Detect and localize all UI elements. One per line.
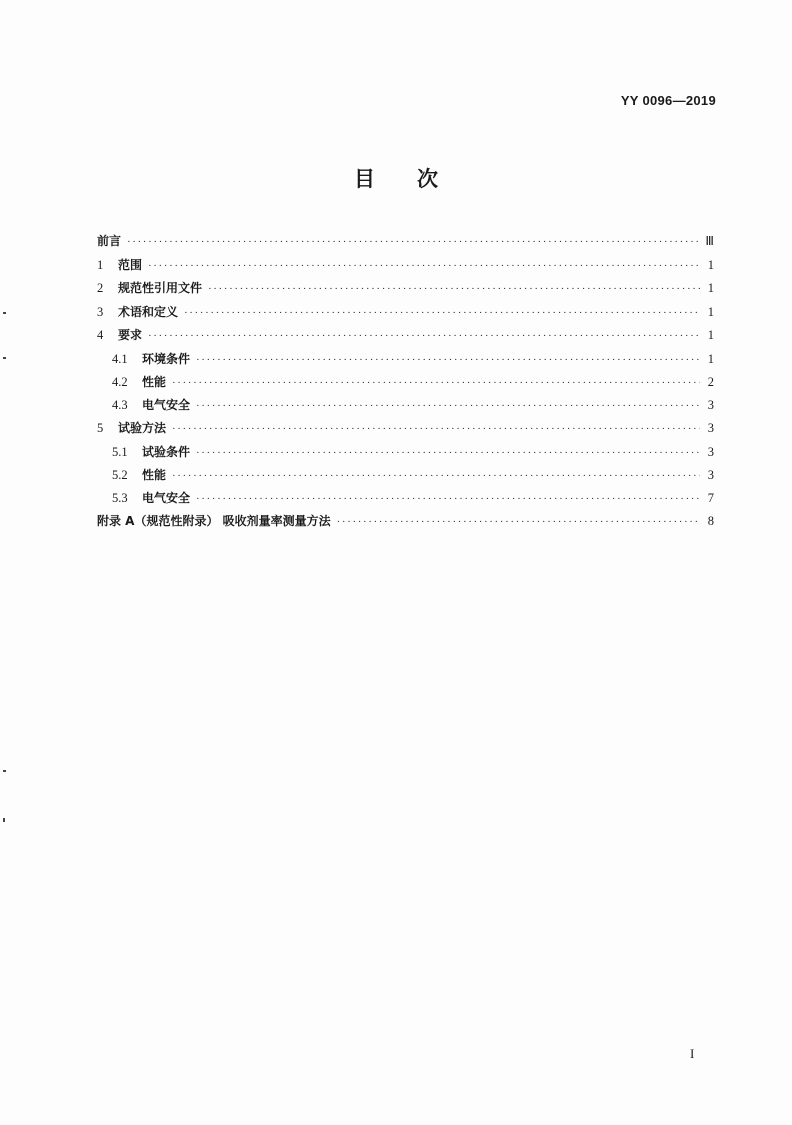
toc-entry-number: 5.2 <box>112 467 128 482</box>
table-of-contents <box>97 230 714 533</box>
toc-entry-page: 1 <box>707 281 714 296</box>
toc-entry-performance[interactable] <box>97 371 714 394</box>
dot-leader <box>148 255 700 279</box>
toc-entry-page: 8 <box>707 513 714 528</box>
document-code: YY 0096—2019 <box>620 93 716 108</box>
dot-leader <box>196 488 700 511</box>
toc-title-char-2: 次 <box>417 167 438 191</box>
dot-leader <box>196 349 700 372</box>
toc-entry-label: 电气安全 <box>142 397 191 412</box>
scan-mark <box>3 312 6 314</box>
toc-entry-number: 4.2 <box>112 374 128 389</box>
toc-entry-page: 3 <box>707 420 714 435</box>
toc-entry-page: 1 <box>707 351 714 366</box>
toc-entry-label: 试验条件 <box>142 444 191 459</box>
toc-entry-label: 附录 A（规范性附录） 吸收剂量率测量方法 <box>97 513 331 528</box>
toc-entry-label: 电气安全 <box>142 490 191 505</box>
toc-entry-test-performance[interactable] <box>97 464 714 487</box>
toc-entry-terms-definitions[interactable] <box>97 301 714 325</box>
toc-entry-page: 3 <box>707 397 714 412</box>
toc-entry-label: 规范性引用文件 <box>118 281 203 296</box>
toc-entry-test-conditions[interactable] <box>97 441 714 464</box>
scan-mark <box>3 818 5 822</box>
toc-entry-label: 前言 <box>97 234 122 248</box>
dot-leader <box>127 231 700 255</box>
toc-entry-label: 环境条件 <box>142 351 191 366</box>
toc-entry-electrical-safety[interactable] <box>97 394 714 417</box>
toc-entry-label: 术语和定义 <box>118 304 179 319</box>
toc-entry-page: 3 <box>707 467 714 482</box>
toc-entry-number: 3 <box>97 304 104 319</box>
toc-entry-number: 5 <box>97 420 104 435</box>
toc-entry-number: 5.3 <box>112 490 128 505</box>
toc-entry-test-methods[interactable] <box>97 417 714 441</box>
dot-leader <box>196 442 700 465</box>
toc-entry-annex-a[interactable] <box>97 510 714 534</box>
dot-leader <box>172 465 700 488</box>
toc-entry-page: 1 <box>707 257 714 272</box>
toc-entry-number: 4.1 <box>112 351 128 366</box>
dot-leader <box>148 325 700 349</box>
toc-entry-environment[interactable] <box>97 348 714 371</box>
toc-entry-requirements[interactable] <box>97 324 714 348</box>
page-number: I <box>690 1046 695 1061</box>
dot-leader <box>184 302 700 326</box>
toc-entry-number: 1 <box>97 257 104 272</box>
dot-leader <box>172 418 700 442</box>
toc-entry-label: 性能 <box>142 374 167 389</box>
scan-mark <box>3 770 6 772</box>
toc-entry-page: 2 <box>707 374 714 389</box>
toc-entry-page: 7 <box>707 490 714 505</box>
dot-leader <box>196 395 700 418</box>
toc-entry-number: 2 <box>97 281 104 296</box>
toc-entry-scope[interactable] <box>97 254 714 278</box>
dot-leader <box>337 511 700 535</box>
toc-entry-page: 1 <box>707 328 714 343</box>
toc-entry-label: 试验方法 <box>118 420 167 435</box>
toc-entry-normative-references[interactable] <box>97 277 714 301</box>
toc-entry-label: 范围 <box>118 257 143 272</box>
toc-title-char-1: 目 <box>354 167 375 191</box>
toc-entry-page: 3 <box>707 444 714 459</box>
toc-entry-number: 4.3 <box>112 397 128 412</box>
scan-mark <box>3 357 6 359</box>
toc-entry-label: 要求 <box>118 328 143 343</box>
toc-entry-label: 性能 <box>142 467 167 482</box>
toc-title <box>0 163 792 193</box>
toc-entry-test-electrical-safety[interactable] <box>97 487 714 510</box>
toc-entry-number: 5.1 <box>112 444 128 459</box>
toc-entry-number: 4 <box>97 328 104 343</box>
toc-entry-foreword[interactable] <box>97 230 714 254</box>
toc-entry-page: 1 <box>707 304 714 319</box>
toc-entry-page: Ⅲ <box>705 234 714 248</box>
dot-leader <box>208 278 700 302</box>
dot-leader <box>172 372 700 395</box>
